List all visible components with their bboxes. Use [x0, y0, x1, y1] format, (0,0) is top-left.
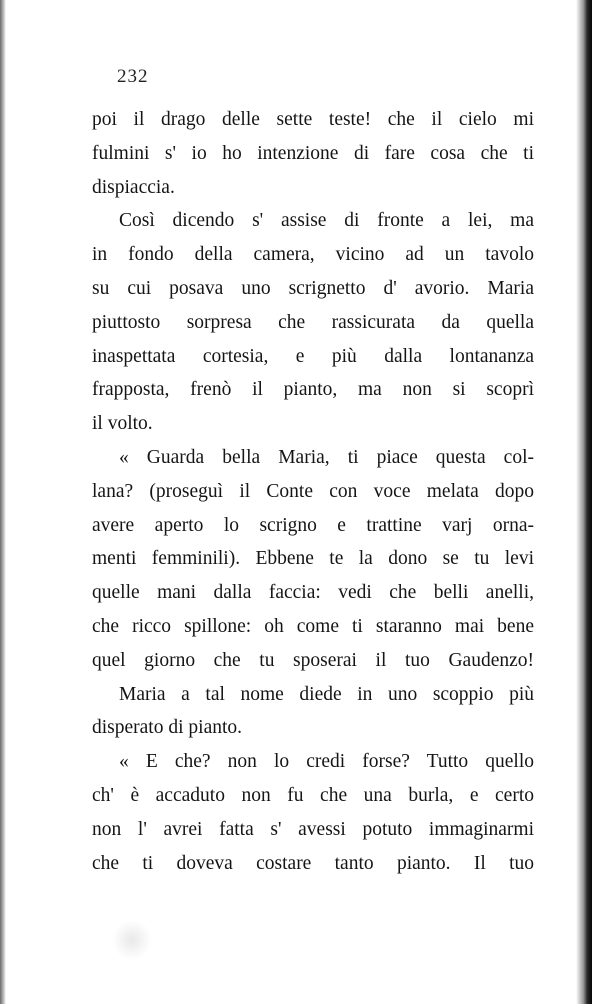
text-line: che ti doveva costare tanto pianto. Il tuo: [92, 852, 534, 874]
text-line: fulmini s' io ho intenzione di fare cosa che ti: [92, 142, 534, 164]
text-line: disperato di pianto.: [92, 717, 243, 739]
text-line: quel giorno che tu sposerai il tuo Gaudenzo!: [92, 649, 534, 671]
text-line: non l' avrei fatta s' avessi potuto immaginarmi: [92, 818, 534, 840]
text-line: inaspettata cortesia, e più dalla lontananza: [92, 345, 534, 367]
text-line: frapposta, frenò il pianto, ma non si scoprì: [92, 379, 534, 401]
text-line: ch' è accaduto non fu che una burla, e certo: [92, 784, 534, 806]
text-line: poi il drago delle sette teste! che il cielo mi: [92, 109, 534, 130]
text-line: « E che? non lo credi forse? Tutto quello: [119, 751, 534, 773]
text-line: in fondo della camera, vicino ad un tavolo: [92, 244, 534, 266]
page-right-edge: [576, 0, 592, 1004]
text-line: su cui posava uno scrignetto d' avorio. Maria: [92, 277, 534, 299]
text-line: lana? (proseguì il Conte con voce melata dopo: [92, 480, 534, 502]
text-line: avere aperto lo scrigno e trattine varj orna-: [92, 514, 534, 536]
text-line: il volto.: [92, 413, 153, 435]
text-line: quelle mani dalla faccia: vedi che belli anelli,: [92, 582, 534, 604]
paper-stain: [112, 920, 152, 960]
text-line: Così dicendo s' assise di fronte a lei, ma: [119, 210, 534, 232]
body-text: [92, 103, 534, 880]
text-line: « Guarda bella Maria, ti piace questa col-: [119, 446, 534, 468]
text-line: Maria a tal nome diede in uno scoppio più: [119, 683, 534, 705]
text-line: piuttosto sorpresa che rassicurata da quella: [92, 311, 534, 333]
page-left-edge: [0, 0, 6, 1004]
text-line: dispiaccia.: [92, 176, 175, 198]
page-number: 232: [117, 66, 149, 87]
text-line: che ricco spillone: oh come ti staranno mai bene: [92, 615, 534, 637]
text-line: menti femminili). Ebbene te la dono se tu levi: [92, 548, 534, 570]
